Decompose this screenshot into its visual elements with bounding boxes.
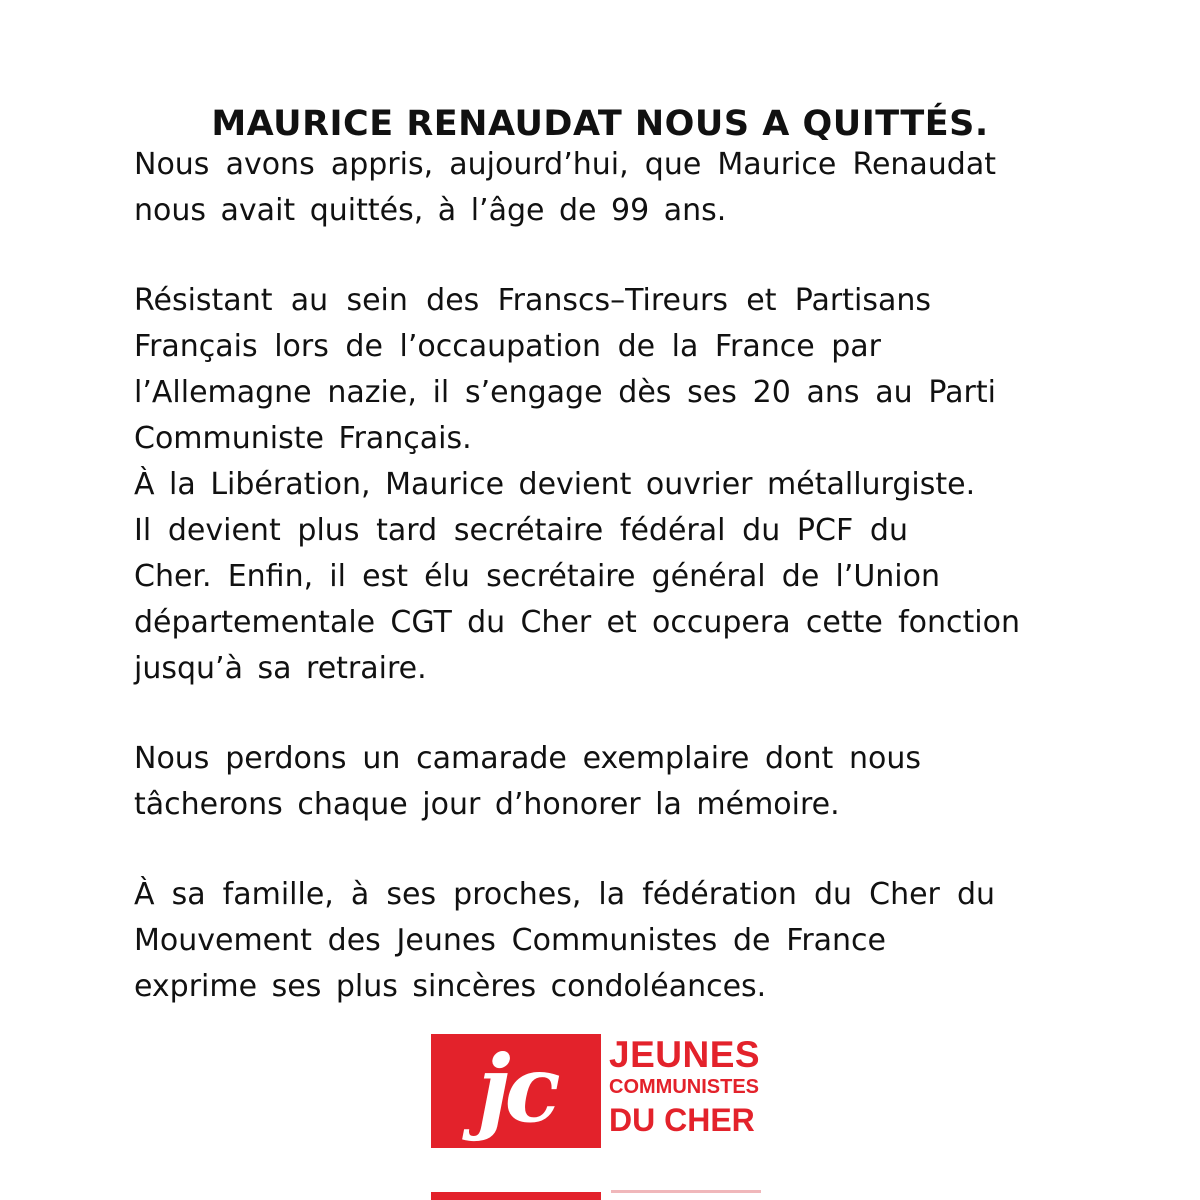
page-title: MAURICE RENAUDAT NOUS A QUITTÉS. (211, 104, 989, 145)
logo-line-communistes: COMMUNISTES (609, 1076, 759, 1098)
paragraph-2-line-7: Cher. Enfin, il est élu secrétaire général de l’Union (134, 559, 940, 594)
paragraph-2-line-2: Français lors de l’occaupation de la France par (134, 329, 881, 364)
paragraph-1-line-1: Nous avons appris, aujourd’hui, que Maurice Renaudat (134, 147, 996, 182)
logo-reflection (431, 1188, 773, 1200)
logo-jc-mark: jc (477, 1035, 555, 1143)
paragraph-4-line-3: exprime ses plus sincères condoléances. (134, 969, 767, 1004)
paragraph-1-line-2: nous avait quittés, à l’âge de 99 ans. (134, 193, 727, 228)
jeunes-communistes-logo (431, 1034, 773, 1148)
logo-reflection-text (611, 1190, 761, 1193)
logo-line-du-cher: DU CHER (609, 1102, 755, 1138)
logo-reflection-box (431, 1192, 601, 1200)
paragraph-2-line-8: départementale CGT du Cher et occupera cette fonction (134, 605, 1020, 640)
document-body (134, 142, 1024, 1010)
paragraph-4-line-1: À sa famille, à ses proches, la fédération du Cher du (134, 877, 995, 912)
paragraph-2-line-5: À la Libération, Maurice devient ouvrier métallurgiste. (134, 467, 976, 502)
paragraph-3-line-1: Nous perdons un camarade exemplaire dont nous (134, 741, 921, 776)
logo-wordmark (609, 1036, 779, 1140)
paragraph-2-line-3: l’Allemagne nazie, il s’engage dès ses 20 ans au Parti (134, 375, 996, 410)
paragraph-3-line-2: tâcherons chaque jour d’honorer la mémoire. (134, 787, 840, 822)
paragraph-2-line-6: Il devient plus tard secrétaire fédéral du PCF du (134, 513, 908, 548)
paragraph-2-line-9: jusqu’à sa retraire. (134, 651, 427, 686)
logo-line-jeunes: JEUNES (609, 1034, 761, 1075)
paragraph-2-line-1: Résistant au sein des Franscs–Tireurs et Partisans (134, 283, 931, 318)
paragraph-4-line-2: Mouvement des Jeunes Communistes de France (134, 923, 886, 958)
paragraph-2-line-4: Communiste Français. (134, 421, 472, 456)
